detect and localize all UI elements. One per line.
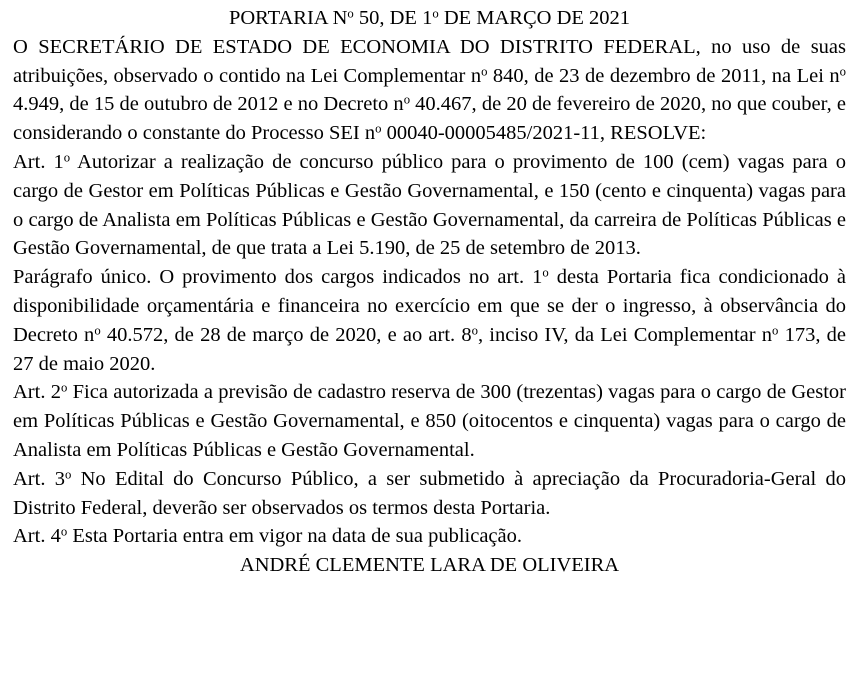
article-3: Art. 3$^o$ No Edital do Concurso Público, a ser submetido à apreciação da Procuradoria-Geral do Distrito Federal, deverão ser observados os termos desta Portaria.: [13, 467, 847, 519]
article-1: Art. 1$^o$ Autorizar a realização de concurso público para o provimento de 100 (cem) vagas para o cargo de Gestor em Políticas Públicas e Gestão Governamental, e 150 (cento e cinquenta) vagas para o cargo de Analista em Políticas Públicas e Gestão Governamental, da carreira de Políticas Públicas e Gestão Governamental, de que trata a Lei 5.190, de 25 de setembro de 2013.: [13, 150, 846, 260]
paragrafo-unico: Parágrafo único. O provimento dos cargos indicados no art. 1$^o$ desta Portaria fica condicionado à disponibilidade orçamentária e financeira no exercício em que se der o ingresso, à observância do Decreto $n^o$ 40.572, de 28 de março de 2020, e ao art. 8$^o$, inciso IV, da Lei Complementar $n^o$ 173, de 27 de maio 2020.: [13, 265, 847, 375]
portaria-title: PORTARIA $N^o$ 50, DE 1$^o$ DE MARÇO DE 2021: [228, 6, 631, 29]
signatory-name: ANDRÉ CLEMENTE LARA DE OLIVEIRA: [239, 554, 620, 577]
preamble-paragraph: O SECRETÁRIO DE ESTADO DE ECONOMIA DO DISTRITO FEDERAL, no uso de suas atribuições, observado o contido na Lei Complementar $n^o$ 840, de 23 de dezembro de 2011, na Lei $n^o$ 4.949, de 15 de outubro de 2012 e no Decreto $n^o$ 40.467, de 20 de fevereiro de 2020, no que couber, e considerando o constante do Processo SEI $n^o$ 00040-00005485/2021-11, RESOLVE:: [13, 35, 846, 145]
article-2: Art. 2$^o$ Fica autorizada a previsão de cadastro reserva de 300 (trezentas) vagas para o cargo de Gestor em Políticas Públicas e Gestão Governamental, e 850 (oitocentos e cinquenta) vagas para o cargo de Analista em Políticas Públicas e Gestão Governamental.: [13, 381, 846, 461]
article-4: Art. 4$^o$ Esta Portaria entra em vigor na data de sua publicação.: [13, 525, 522, 548]
document-body: [13, 4, 846, 580]
